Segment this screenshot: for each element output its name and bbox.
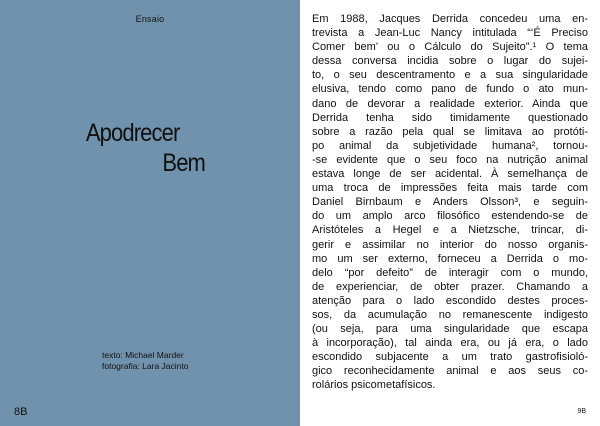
article-title [70,118,211,178]
body-line: sobre a razão pela qual se limitava ao protóti- [312,125,588,138]
body-line: gico reconhecidamente animal e aos seus co- [312,365,588,378]
body-line: Daniel Birnbaum e Anders Olsson³, e seguin- [312,196,588,209]
body-line: trevista a Jean-Luc Nancy intitulada “‘É Preciso [312,27,588,40]
body-line: delo “por defeito” de interagir com o mundo, [312,266,588,279]
body-line: atenção para o lado escondido destes proces- [312,294,588,307]
body-text [312,12,588,393]
page-number-right: 9B [577,408,586,415]
body-line: dessa conversa incidia sobre o lugar do sujei- [312,55,588,68]
credits [102,350,188,372]
body-line: -se evidente que o seu foco na nutrição animal [312,153,588,166]
body-line: dano de devorar a realidade exterior. Ainda que [312,97,588,110]
body-line: à incorporação), tal ainda era, ou já era, o lado [312,337,588,350]
right-page [300,0,600,426]
body-line: mo um ser externo, forneceu a Derrida o mo- [312,252,588,265]
body-line: escondido subjacente a um trato gastrofisioló- [312,351,588,364]
body-line: elusiva, tendo como pano de fundo o ato mun- [312,83,588,96]
body-line: Em 1988, Jacques Derrida concedeu uma en- [312,13,588,25]
section-label: Ensaio [135,14,165,24]
title-line-1: Apodrecer [85,119,180,147]
body-line: rolários psicometafísicos. [312,379,436,392]
title-line-2: Bem [162,149,205,177]
body-line: sos, da acumulação no remanescente indigesto [312,308,588,321]
body-line: do um amplo arco filosófico estendendo-se de [312,210,588,223]
body-line: po animal da subjetividade humana², tornou- [312,139,588,152]
body-line: estava longe de ser acidental. À semelhança de [312,168,588,181]
page-number-left: 8B [14,406,28,418]
body-line: gerir e assimilar no interior do nosso organis- [312,238,588,251]
body-line: Derrida tenha sido timidamente questionado [312,111,588,124]
body-line: Comer bem’ ou o Cálculo do Sujeito”.¹ O tema [312,41,588,54]
body-line: de experienciar, de obter prazer. Chamando a [312,280,588,293]
body-line: Aristóteles a Hegel e a Nietzsche, trincar, di- [312,224,588,237]
body-line: to, o seu descentramento e a sua singularidade [312,69,588,82]
credit-text: texto: Michael Marder [102,350,184,360]
credit-photo: fotografia: Lara Jacinto [102,361,189,371]
body-line: (ou seja, para uma singularidade que escapa [312,323,588,336]
body-line: uma troca de impressões feita mais tarde com [312,182,588,195]
